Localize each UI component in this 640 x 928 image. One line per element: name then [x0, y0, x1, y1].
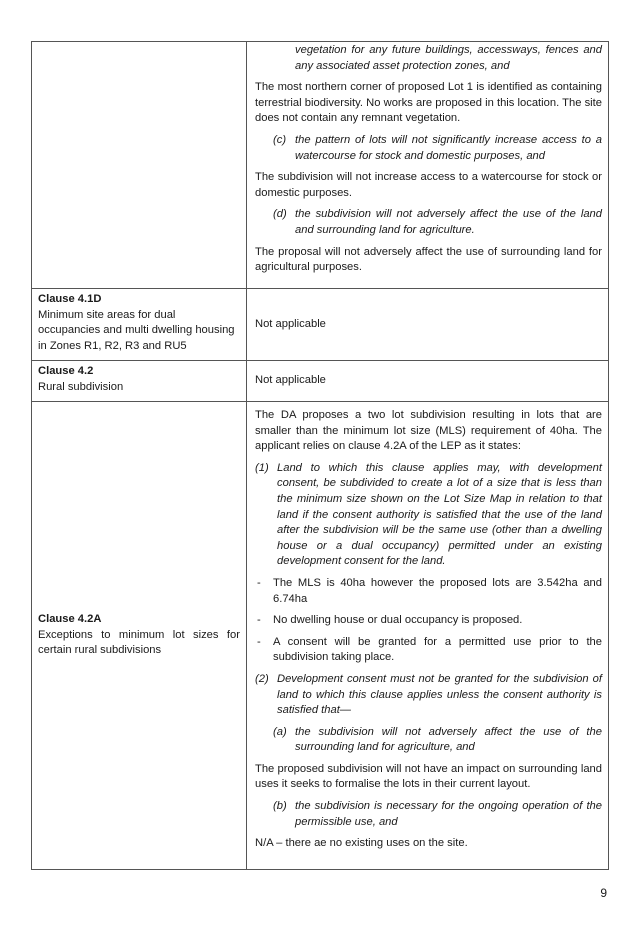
subclause-marker: (b): [273, 800, 287, 813]
dash-text: No dwelling house or dual occupancy is proposed.: [273, 614, 523, 627]
clause-number: Clause 4.1D: [38, 293, 102, 305]
response-paragraph: The DA proposes a two lot subdivision resulting in lots that are smaller than the minimum lot size (MLS) requirement of 40ha. The applicant relies on clause 4.2A of the LEP as it states:: [255, 409, 602, 453]
clause-cell: [32, 361, 247, 402]
response-cell: [247, 42, 609, 289]
assessment-table: [31, 41, 609, 870]
subclause-marker: (c): [273, 133, 287, 146]
clause-description: Rural subdivision: [38, 380, 124, 393]
subclause-text: Land to which this clause applies may, with development consent, be subdivided to create a lot of a size that is less than the minimum size shown on the Lot Size Map in relation to that land if the consent authority is satisfied that the use of the land after the subdivision will be the same use (other than a dwelling house or a dual occupancy) permitted under an existing development consent for the land.: [277, 461, 602, 568]
subclause-a: [255, 725, 602, 756]
table-row: [32, 402, 609, 870]
subclause-marker: (2): [255, 672, 269, 685]
table-row: [32, 42, 609, 289]
dash-marker: -: [257, 614, 261, 627]
response-paragraph: The subdivision will not increase access to a watercourse for stock or domestic purposes.: [255, 171, 602, 199]
response-paragraph: The proposed subdivision will not have an impact on surrounding land uses it seeks to formalise the lots in their current layout.: [255, 762, 602, 791]
dash-item: [255, 576, 602, 607]
subclause-b: [255, 799, 602, 830]
continued-subclause: [255, 43, 602, 74]
subclause-marker: (a): [273, 725, 287, 738]
clause-number: Clause 4.2A: [38, 613, 102, 626]
subclause-2: [255, 672, 602, 719]
subclause-marker: (1): [255, 461, 269, 474]
table-row: [32, 289, 609, 361]
clause-description: Exceptions to minimum lot sizes for certain rural subdivisions: [38, 628, 240, 657]
response-cell: [247, 289, 609, 361]
subclause-c: [255, 133, 602, 164]
subclause-d: [255, 207, 602, 238]
dash-text: A consent will be granted for a permitted use prior to the subdivision taking place.: [273, 635, 602, 664]
subclause-text: vegetation for any future buildings, accessways, fences and any associated asset protection zones, and: [295, 44, 602, 72]
dash-item: [255, 635, 602, 666]
clause-cell: [32, 289, 247, 361]
clause-cell: [32, 402, 247, 870]
clause-number: Clause 4.2: [38, 365, 94, 377]
subclause-1: [255, 461, 602, 570]
clause-cell-empty: [32, 42, 247, 289]
response-paragraph: The proposal will not adversely affect the use of surrounding land for agricultural purposes.: [255, 245, 602, 274]
response-text: Not applicable: [255, 374, 326, 387]
subclause-text: Development consent must not be granted for the subdivision of land to which this clause applies unless the consent authority is satisfied that—: [277, 672, 602, 717]
response-text: Not applicable: [255, 317, 326, 330]
response-cell: [247, 402, 609, 870]
response-paragraph: N/A – there ae no existing uses on the site.: [255, 837, 468, 850]
response-cell: [247, 361, 609, 402]
subclause-text: the subdivision will not adversely affect the use of the surrounding land for agriculture, and: [295, 725, 602, 754]
dash-marker: -: [257, 576, 261, 589]
subclause-text: the subdivision is necessary for the ongoing operation of the permissible use, and: [295, 800, 602, 828]
page-number: 9: [600, 886, 607, 900]
dash-item: [255, 613, 602, 629]
clause-description: Minimum site areas for dual occupancies and multi dwelling housing in Zones R1, R2, R3 and RU5: [38, 308, 235, 352]
subclause-text: the pattern of lots will not significantly increase access to a watercourse for stock and domestic purposes, and: [295, 133, 602, 162]
response-paragraph: The most northern corner of proposed Lot 1 is identified as containing terrestrial biodiversity. No works are proposed in this location. The site does not contain any remnant vegetation.: [255, 81, 602, 125]
dash-text: The MLS is 40ha however the proposed lots are 3.542ha and 6.74ha: [273, 576, 602, 605]
subclause-text: the subdivision will not adversely affect the use of the land and surrounding land for agriculture.: [295, 208, 602, 236]
subclause-marker: (d): [273, 208, 287, 221]
table-row: [32, 361, 609, 402]
dash-marker: -: [257, 635, 261, 648]
